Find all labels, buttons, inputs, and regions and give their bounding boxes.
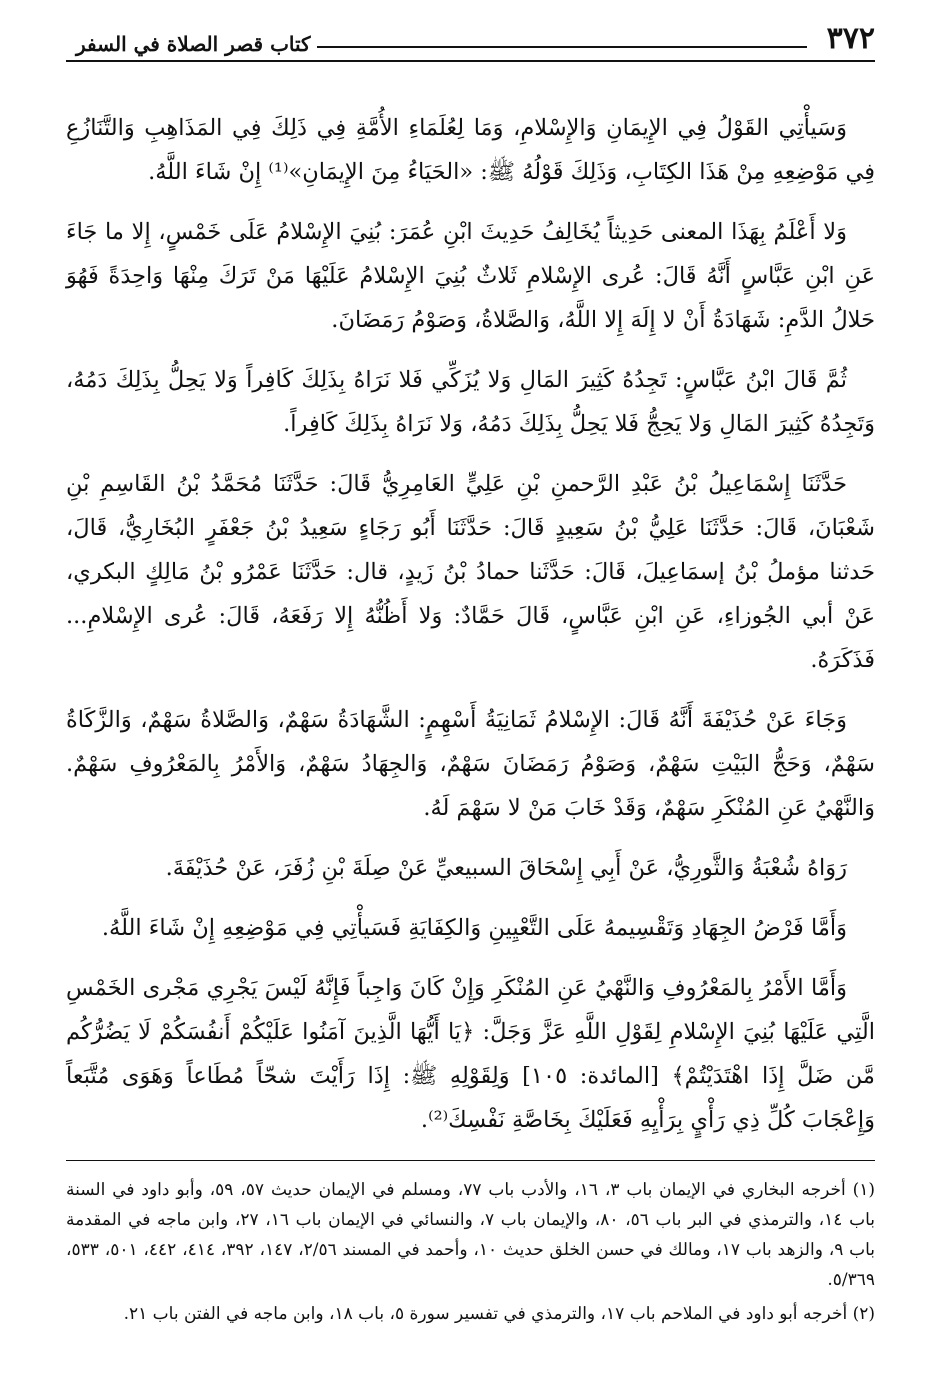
footnote-separator	[66, 1160, 875, 1161]
page-number: ٣٧٢	[826, 21, 875, 56]
page-header	[66, 18, 875, 62]
paragraph: رَوَاهُ شُعْبَةُ وَالثَّورِيُّ، عَنْ أَبِي إِسْحَاقَ السبيعيِّ عَنْ صِلَةَ بْنِ زُفَرَ، عَنْ حُذَيْفَةَ.	[165, 855, 847, 881]
header-rule	[317, 46, 807, 48]
paragraph: وَأَمَّا الأَمْرُ بِالمَعْرُوفِ وَالنَّهْيُ عَنِ المُنْكَرِ وَإِنْ كَانَ وَاجِباً فَإِنَّهُ لَيْسَ يَجْرِي مَجْرى الخَمْسِ الَّتِي عَلَيْهَا بُنِيَ الإِسْلامِ لِقَوْلِ اللَّهِ عَزَّ وَجَلَّ: ﴿يَا أَيُّهَا الَّذِينَ آمَنُوا عَلَيْكُمْ أَنفُسَكُمْ لَا يَضُرُّكُم مَّن ضَلَّ إِذَا اهْتَدَيْتُمْ﴾ [المائدة: ١٠٥] وَلِقَوْلِهِ ﷺ: إِذَا رَأَيْتَ شحّاً مُطَاعاً وَهَوَى مُتَّبَعاً وَإِعْجَابَ كُلِّ ذِي رَأْيٍ بِرَأْيِهِ فَعَلَيْكَ بِخَاصَّةِ نَفْسِكَ⁽²⁾.	[66, 975, 875, 1133]
main-text	[66, 106, 875, 1142]
footnotes	[66, 1175, 875, 1329]
footnote: (١) أخرجه البخاري في الإيمان باب ٣، ١٦، والأدب باب ٧٧، ومسلم في الإيمان حديث ٥٧، ٥٩، وأبو داود في السنة باب ١٤، والترمذي في البر باب ٥٦، ٨٠، والإيمان باب ٧، والنسائي في الإيمان باب ١٦، ٢٧، وابن ماجه في المقدمة باب ٩، والزهد باب ١٧، ومالك في حسن الخلق حديث ١٠، وأحمد في المسند ٢/٥٦، ١٤٧، ٣٩٢، ٤١٤، ٤٤٢، ٥٠١، ٥٣٣، ٥/٣٦٩.	[66, 1180, 876, 1290]
paragraph: ثُمَّ قَالَ ابْنُ عَبَّاسٍ: تَجِدُهُ كَثِيرَ المَالِ وَلا يُزَكِّي فَلا نَرَاهُ بِذَلِكَ كَافِراً وَلا يَحِلُّ بِذَلِكَ دَمُهُ، وَتَجِدُهُ كَثِيرَ المَالِ وَلا يَحِجُّ فَلا يَحِلُّ بِذَلِكَ دَمُهُ، وَلا نَرَاهُ بِذَلِكَ كَافِراً.	[66, 367, 875, 437]
paragraph: وَلا أَعْلَمُ بِهَذَا المعنى حَدِيثاً يُخَالِفُ حَدِيثَ ابْنِ عُمَرَ: بُنِيَ الإِسْلامُ عَلَى خَمْسٍ، إِلا ما جَاءَ عَنِ ابْنِ عَبَّاسٍ أَنَّهُ قَالَ: عُرى الإِسْلامِ ثَلاثٌ بُنِيَ الإِسْلامُ عَلَيْهَا مَنْ تَرَكَ مِنْهَا وَاحِدَةً فَهُوَ حَلالُ الدَّمِ: شَهَادَةُ أَنْ لا إِلَهَ إِلا اللَّهُ، وَالصَّلاةُ، وَصَوْمُ رَمَضَانَ.	[66, 219, 875, 333]
paragraph: وَأَمَّا فَرْضُ الجِهَادِ وَتَقْسِيمهُ عَلَى التَّعْيِينِ وَالكِفَايَةِ فَسَيأْتِي فِي مَوْضِعِهِ إِنْ شَاءَ اللَّهُ.	[101, 915, 847, 941]
footnote: (٢) أخرجه أبو داود في الملاحم باب ١٧، والترمذي في تفسير سورة ٥، باب ١٨، وابن ماجه في الفتن باب ٢١.	[123, 1304, 875, 1324]
running-title: كتاب قصر الصلاة في السفر	[66, 34, 311, 54]
paragraph: وَسَيأْتِي القَوْلُ فِي الإِيمَانِ وَالإِسْلامِ، وَمَا لِعُلَمَاءِ الأُمَّةِ فِي ذَلِكَ فِي المَذَاهِبِ وَالتَّنَازُعِ فِي مَوْضِعِهِ مِنْ هَذَا الكِتَابِ، وَذَلِكَ قَوْلُهُ ﷺ: «الحَيَاءُ مِنَ الإِيمَانِ»⁽¹⁾ إِنْ شَاءَ اللَّهُ.	[66, 115, 875, 185]
paragraph: وَجَاءَ عَنْ حُذَيْفَةَ أَنَّهُ قَالَ: الإِسْلامُ ثَمَانِيَةُ أَسْهِمٍ: الشَّهَادَةُ سَهْمٌ، وَالصَّلاةُ سَهْمٌ، وَالزَّكَاةُ سَهْمٌ، وَحَجُّ البَيْتِ سَهْمٌ، وَصَوْمُ رَمَضَانَ سَهْمٌ، وَالجِهَادُ سَهْمٌ، وَالأَمْرُ بِالمَعْرُوفِ سَهْمٌ. وَالنَّهْيُ عَنِ المُنْكَرِ سَهْمٌ، وَقَدْ خَابَ مَنْ لا سَهْمَ لَهُ.	[66, 707, 875, 821]
paragraph: حَدَّثَنَا إِسْمَاعِيلُ بْنُ عَبْدِ الرَّحمنِ بْنِ عَلِيٍّ العَامِرِيُّ قَالَ: حَدَّثَنَا مُحَمَّدُ بْنُ القَاسِمِ بْنِ شَعْبَانَ، قَالَ: حَدَّثَنَا عَلِيُّ بْنُ سَعِيدٍ قَالَ: حَدَّثَنَا أَبُو رَجَاءٍ سَعِيدُ بْنُ جَعْفَرٍ البُخَارِيُّ، قَالَ، حَدثنا مؤملُ بْنُ إسمَاعِيلَ، قَالَ: حَدَّثَنا حمادُ بْنُ زَيدٍ، قال: حَدَّثَنَا عَمْرُو بْنُ مَالِكٍ البكري، عَنْ أبي الجُوزاءِ، عَنِ ابْنِ عَبَّاسٍ، قَالَ حَمَّادٌ: وَلا أَظُنُّهُ إِلا رَفَعَهُ، قَالَ: عُرى الإِسْلامِ... فَذَكَرَهُ.	[66, 471, 875, 673]
